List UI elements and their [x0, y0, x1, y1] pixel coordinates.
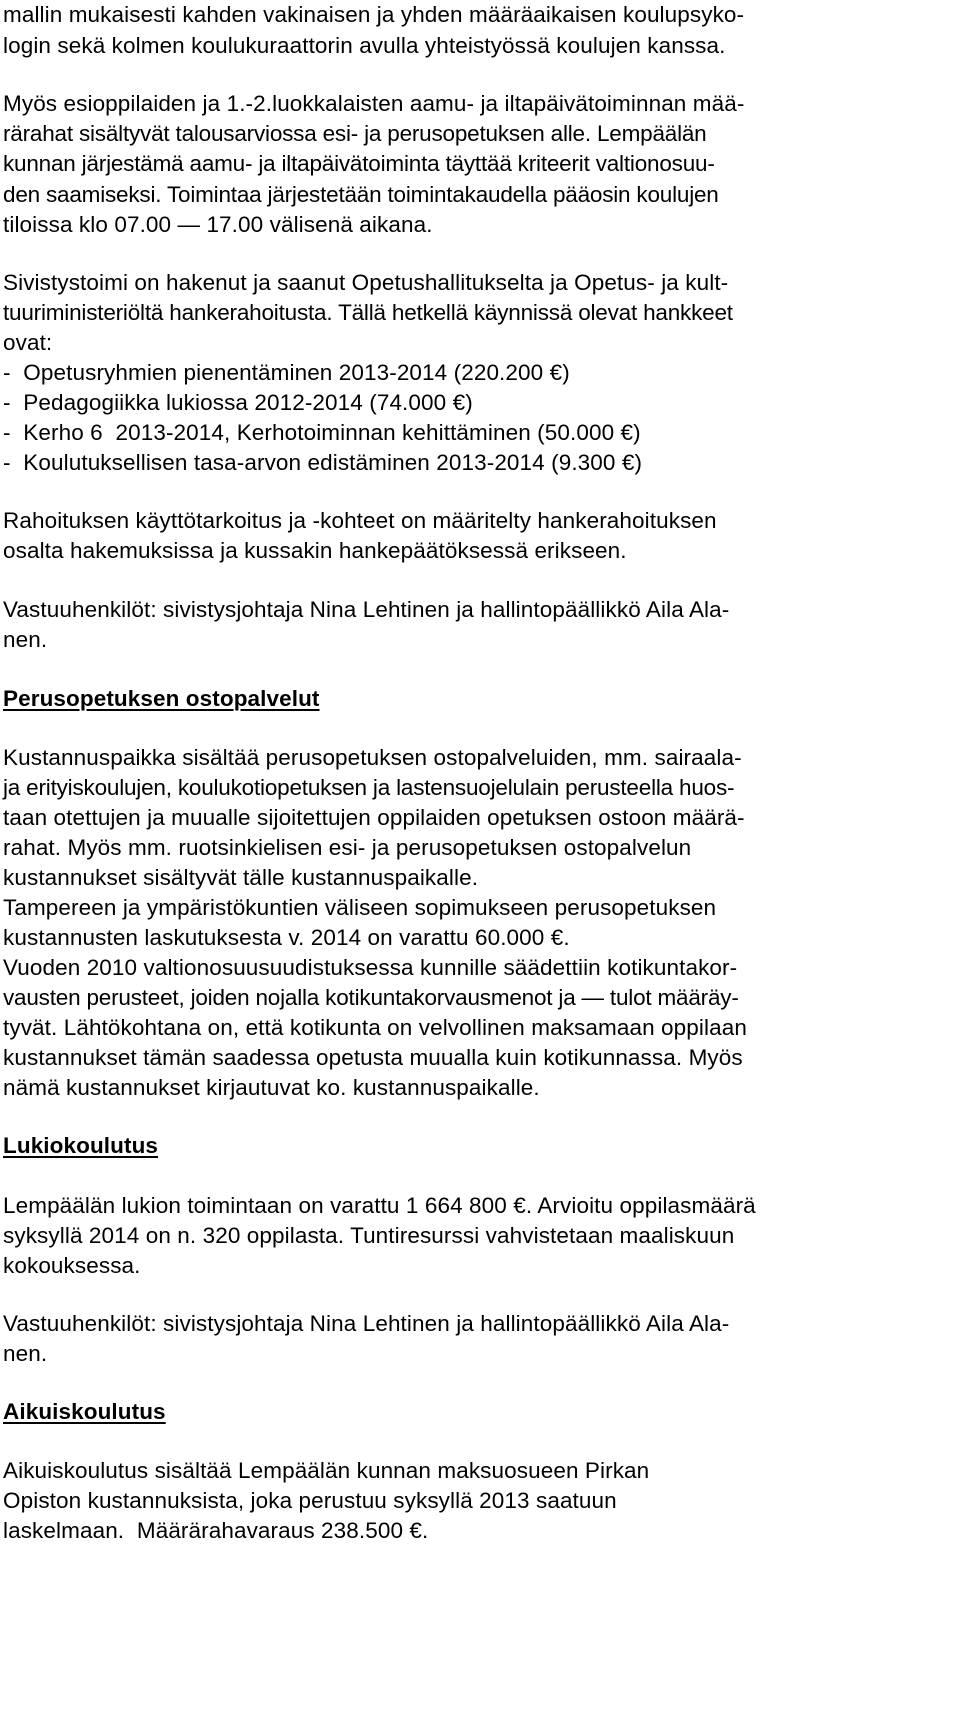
body-text-line: ovat:: [3, 330, 53, 355]
body-text-line: Rahoituksen käyttötarkoitus ja -kohteet on määritelty hankerahoituksen: [3, 508, 717, 533]
body-text-line: nen.: [3, 1341, 48, 1366]
body-text-line: den saamiseksi. Toimintaa järjestetään toimintakaudella pääosin koulujen: [3, 182, 719, 207]
body-text-line: Myös esioppilaiden ja 1.-2.luokkalaisten aamu- ja iltapäivätoiminnan mää-: [3, 91, 745, 116]
body-text-line: Kustannuspaikka sisältää perusopetuksen ostopalveluiden, mm. sairaala-: [3, 745, 742, 770]
body-text-line: vausten perusteet, joiden nojalla kotikuntakorvausmenot ja — tulot määräy-: [3, 985, 739, 1010]
body-text-line: Vuoden 2010 valtionosuusuudistuksessa kunnille säädettiin kotikuntakor-: [3, 955, 738, 980]
body-text-line: laskelmaan. Määrärahavaraus 238.500 €.: [3, 1518, 429, 1543]
body-text-line: kustannusten laskutuksesta v. 2014 on varattu 60.000 €.: [3, 925, 570, 950]
body-text-line: nen.: [3, 627, 48, 652]
body-text-line: Aikuiskoulutus sisältää Lempäälän kunnan maksuosueen Pirkan: [3, 1458, 650, 1483]
body-text-line: nämä kustannukset kirjautuvat ko. kustannuspaikalle.: [3, 1075, 540, 1100]
body-text-line: Vastuuhenkilöt: sivistysjohtaja Nina Lehtinen ja hallintopäällikkö Aila Ala-: [3, 1311, 730, 1336]
body-text-line: syksyllä 2014 on n. 320 oppilasta. Tuntiresurssi vahvistetaan maaliskuun: [3, 1223, 735, 1248]
list-item: - Kerho 6 2013-2014, Kerhotoiminnan kehittäminen (50.000 €): [3, 420, 641, 445]
body-text-line: osalta hakemuksissa ja kussakin hankepäätöksessä erikseen.: [3, 538, 627, 563]
body-text-line: Vastuuhenkilöt: sivistysjohtaja Nina Lehtinen ja hallintopäällikkö Aila Ala-: [3, 597, 730, 622]
list-item: - Koulutuksellisen tasa-arvon edistäminen 2013-2014 (9.300 €): [3, 450, 643, 475]
body-text-line: kunnan järjestämä aamu- ja iltapäivätoiminta täyttää kriteerit valtionosuu-: [3, 151, 715, 176]
body-text-line: rahat. Myös mm. ruotsinkielisen esi- ja perusopetuksen ostopalvelun: [3, 835, 692, 860]
body-text-line: Sivistystoimi on hakenut ja saanut Opetushallitukselta ja Opetus- ja kult-: [3, 270, 729, 295]
body-text-line: kustannukset sisältyvät tälle kustannuspaikalle.: [3, 865, 479, 890]
body-text-line: Lempäälän lukion toimintaan on varattu 1 664 800 €. Arvioitu oppilasmäärä: [3, 1193, 756, 1218]
body-text-line: tuuriministeriöltä hankerahoitusta. Tällä hetkellä käynnissä olevat hankkeet: [3, 300, 733, 325]
body-text-line: kustannukset tämän saadessa opetusta muualla kuin kotikunnassa. Myös: [3, 1045, 743, 1070]
section-heading: Perusopetuksen ostopalvelut: [3, 686, 320, 711]
section-heading: Lukiokoulutus: [3, 1133, 159, 1158]
body-text-line: tyvät. Lähtökohtana on, että kotikunta on velvollinen maksamaan oppilaan: [3, 1015, 747, 1040]
body-text-line: ja erityiskoulujen, koulukotiopetuksen ja lastensuojelulain perusteella huos-: [3, 775, 735, 800]
body-text-line: tiloissa klo 07.00 — 17.00 välisenä aikana.: [3, 212, 433, 237]
section-heading: Aikuiskoulutus: [3, 1399, 166, 1424]
list-item: - Pedagogiikka lukiossa 2012-2014 (74.000 €): [3, 390, 473, 415]
body-text-line: mallin mukaisesti kahden vakinaisen ja yhden määräaikaisen koulupsyko-: [3, 2, 745, 27]
list-item: - Opetusryhmien pienentäminen 2013-2014 (220.200 €): [3, 360, 570, 385]
body-text-line: login sekä kolmen koulukuraattorin avulla yhteistyössä koulujen kanssa.: [3, 33, 726, 58]
body-text-line: taan otettujen ja muualle sijoitettujen oppilaiden opetuksen ostoon määrä-: [3, 805, 745, 830]
body-text-line: Opiston kustannuksista, joka perustuu syksyllä 2013 saatuun: [3, 1488, 617, 1513]
body-text-line: kokouksessa.: [3, 1253, 141, 1278]
body-text-line: Tampereen ja ympäristökuntien väliseen sopimukseen perusopetuksen: [3, 895, 717, 920]
body-text-line: rärahat sisältyvät talousarviossa esi- ja perusopetuksen alle. Lempäälän: [3, 121, 707, 146]
